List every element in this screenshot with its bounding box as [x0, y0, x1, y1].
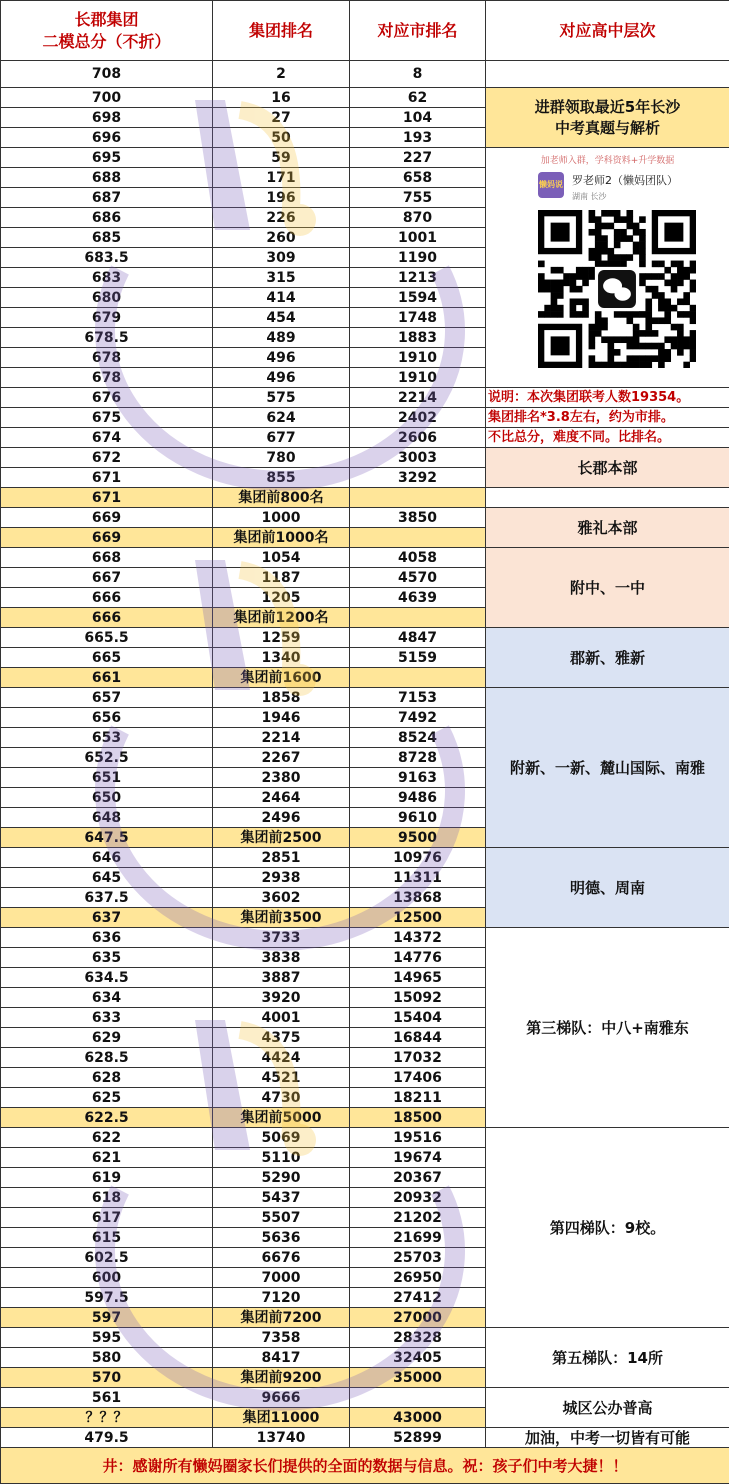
total-score-cell: 700: [1, 88, 213, 108]
group-rank-cell: 2496: [213, 808, 350, 828]
total-score-cell: 672: [1, 448, 213, 468]
group-rank-cell: 4730: [213, 1088, 350, 1108]
group-rank-cell: 624: [213, 408, 350, 428]
city-rank-cell: 16844: [350, 1028, 486, 1048]
city-rank-cell: 1910: [350, 368, 486, 388]
city-rank-cell: [350, 668, 486, 688]
city-rank-cell: 26950: [350, 1268, 486, 1288]
group-rank-cell: 1000: [213, 508, 350, 528]
city-rank-cell: 2606: [350, 428, 486, 448]
qr-cell: [486, 148, 729, 388]
total-score-cell: 635: [1, 948, 213, 968]
city-rank-cell: 14372: [350, 928, 486, 948]
total-score-cell: 648: [1, 808, 213, 828]
table-row: [1, 1428, 729, 1448]
city-rank-cell: 11311: [350, 868, 486, 888]
table-row: [1, 1328, 729, 1348]
total-score-cell: 561: [1, 1388, 213, 1408]
total-score-cell: 618: [1, 1188, 213, 1208]
header-school-tier: 对应高中层次: [486, 1, 729, 61]
tier-empty-cell: [486, 61, 729, 88]
tier-group-cell: 长郡本部: [486, 448, 729, 488]
total-score-cell: 619: [1, 1168, 213, 1188]
table-row: [1, 508, 729, 528]
city-rank-cell: 1213: [350, 268, 486, 288]
city-rank-cell: 7153: [350, 688, 486, 708]
table-row: [1, 1128, 729, 1148]
city-rank-cell: 21202: [350, 1208, 486, 1228]
city-rank-cell: 9500: [350, 828, 486, 848]
group-rank-cell: 226: [213, 208, 350, 228]
total-score-cell: 683.5: [1, 248, 213, 268]
table-row: [1, 428, 729, 448]
group-rank-cell: 5110: [213, 1148, 350, 1168]
city-rank-cell: 4570: [350, 568, 486, 588]
group-rank-cell: 3887: [213, 968, 350, 988]
city-rank-cell: 1190: [350, 248, 486, 268]
city-rank-cell: 4639: [350, 588, 486, 608]
group-rank-cell: 8417: [213, 1348, 350, 1368]
total-score-cell: 698: [1, 108, 213, 128]
group-rank-cell: 7000: [213, 1268, 350, 1288]
total-score-cell: 674: [1, 428, 213, 448]
group-rank-cell: 1858: [213, 688, 350, 708]
table-row: [1, 148, 729, 168]
group-rank-cell: 315: [213, 268, 350, 288]
group-rank-cell: 4424: [213, 1048, 350, 1068]
total-score-cell: 650: [1, 788, 213, 808]
group-rank-cell: 59: [213, 148, 350, 168]
city-rank-cell: 5159: [350, 648, 486, 668]
group-rank-cell: 1187: [213, 568, 350, 588]
city-rank-cell: 8: [350, 61, 486, 88]
qr-hint: 加老师入群，学科资料+升学数据: [486, 152, 729, 170]
group-rank-cell: 集团前1000名: [213, 528, 350, 548]
group-rank-cell: 5290: [213, 1168, 350, 1188]
group-rank-cell: 1054: [213, 548, 350, 568]
qr-location: 湖南 长沙: [572, 188, 607, 206]
promo-line-1: 进群领取最近5年长沙: [486, 97, 729, 118]
city-rank-cell: 4058: [350, 548, 486, 568]
total-score-cell: ？？？: [1, 1408, 213, 1428]
total-score-cell: 666: [1, 588, 213, 608]
city-rank-cell: 19674: [350, 1148, 486, 1168]
total-score-cell: 656: [1, 708, 213, 728]
group-rank-cell: 5507: [213, 1208, 350, 1228]
total-score-cell: 653: [1, 728, 213, 748]
tier-group-cell: 第四梯队：9校。: [486, 1128, 729, 1328]
city-rank-cell: 8524: [350, 728, 486, 748]
total-score-cell: 633: [1, 1008, 213, 1028]
header-city-rank: 对应市排名: [350, 1, 486, 61]
group-rank-cell: 集团前7200: [213, 1308, 350, 1328]
group-rank-cell: 2214: [213, 728, 350, 748]
group-rank-cell: 4521: [213, 1068, 350, 1088]
total-score-cell: 678: [1, 348, 213, 368]
total-score-cell: 600: [1, 1268, 213, 1288]
group-rank-cell: 3602: [213, 888, 350, 908]
group-rank-cell: 7358: [213, 1328, 350, 1348]
total-score-cell: 622: [1, 1128, 213, 1148]
group-rank-cell: 集团前800名: [213, 488, 350, 508]
total-score-cell: 679: [1, 308, 213, 328]
total-score-cell: 479.5: [1, 1428, 213, 1448]
total-score-cell: 629: [1, 1028, 213, 1048]
table-row: [1, 688, 729, 708]
total-score-cell: 676: [1, 388, 213, 408]
city-rank-cell: 9163: [350, 768, 486, 788]
city-rank-cell: [350, 608, 486, 628]
city-rank-cell: 8728: [350, 748, 486, 768]
city-rank-cell: 1748: [350, 308, 486, 328]
city-rank-cell: 18500: [350, 1108, 486, 1128]
group-rank-cell: 171: [213, 168, 350, 188]
table-row: [1, 848, 729, 868]
total-score-cell: 597: [1, 1308, 213, 1328]
group-rank-cell: 3838: [213, 948, 350, 968]
group-rank-cell: 3733: [213, 928, 350, 948]
total-score-cell: 665.5: [1, 628, 213, 648]
total-score-cell: 651: [1, 768, 213, 788]
table-row: [1, 448, 729, 468]
table-row: [1, 628, 729, 648]
city-rank-cell: 3003: [350, 448, 486, 468]
city-rank-cell: [350, 1388, 486, 1408]
group-rank-cell: 集团前1600: [213, 668, 350, 688]
group-rank-cell: 196: [213, 188, 350, 208]
city-rank-cell: 27000: [350, 1308, 486, 1328]
qr-contact-name: 罗老师2（懒妈团队）: [572, 172, 678, 190]
total-score-cell: 645: [1, 868, 213, 888]
city-rank-cell: 17406: [350, 1068, 486, 1088]
tier-group-cell: 城区公办普高: [486, 1388, 729, 1428]
tier-group-cell: 第五梯队：14所: [486, 1328, 729, 1388]
total-score-cell: 668: [1, 548, 213, 568]
city-rank-cell: 28328: [350, 1328, 486, 1348]
tier-group-cell: 附新、一新、麓山国际、南雅: [486, 688, 729, 848]
city-rank-cell: 3850: [350, 508, 486, 528]
total-score-cell: 570: [1, 1368, 213, 1388]
city-rank-cell: 19516: [350, 1128, 486, 1148]
total-score-cell: 678: [1, 368, 213, 388]
city-rank-cell: 227: [350, 148, 486, 168]
city-rank-cell: 4847: [350, 628, 486, 648]
total-score-cell: 621: [1, 1148, 213, 1168]
total-score-cell: 622.5: [1, 1108, 213, 1128]
city-rank-cell: 1883: [350, 328, 486, 348]
group-rank-cell: 1946: [213, 708, 350, 728]
city-rank-cell: 15092: [350, 988, 486, 1008]
group-rank-cell: 集团前9200: [213, 1368, 350, 1388]
group-rank-cell: 454: [213, 308, 350, 328]
total-score-cell: 636: [1, 928, 213, 948]
group-rank-cell: 7120: [213, 1288, 350, 1308]
city-rank-cell: 13868: [350, 888, 486, 908]
total-score-cell: 666: [1, 608, 213, 628]
city-rank-cell: 658: [350, 168, 486, 188]
group-rank-cell: 3920: [213, 988, 350, 1008]
group-rank-cell: 2464: [213, 788, 350, 808]
city-rank-cell: 193: [350, 128, 486, 148]
group-rank-cell: 集团前1200名: [213, 608, 350, 628]
total-score-cell: 597.5: [1, 1288, 213, 1308]
qr-avatar-logo: 懒妈说: [538, 172, 564, 198]
group-rank-cell: 855: [213, 468, 350, 488]
total-score-cell: 646: [1, 848, 213, 868]
group-rank-cell: 1205: [213, 588, 350, 608]
group-rank-cell: 50: [213, 128, 350, 148]
promo-line-2: 中考真题与解析: [486, 118, 729, 139]
note-cell: 不比总分，难度不同。比排名。: [486, 428, 729, 448]
group-rank-cell: 496: [213, 348, 350, 368]
city-rank-cell: 20367: [350, 1168, 486, 1188]
city-rank-cell: 17032: [350, 1048, 486, 1068]
tier-group-cell: 加油，中考一切皆有可能: [486, 1428, 729, 1448]
promo-cell: [486, 88, 729, 148]
group-rank-cell: 集团前2500: [213, 828, 350, 848]
total-score-cell: 628.5: [1, 1048, 213, 1068]
group-rank-cell: 309: [213, 248, 350, 268]
group-rank-cell: 9666: [213, 1388, 350, 1408]
table-body: [1, 61, 729, 1484]
table-row: [1, 1388, 729, 1408]
table-row: [1, 61, 729, 88]
city-rank-cell: 2214: [350, 388, 486, 408]
group-rank-cell: 27: [213, 108, 350, 128]
tier-group-cell: 郡新、雅新: [486, 628, 729, 688]
footer-row: [1, 1448, 729, 1484]
total-score-cell: 667: [1, 568, 213, 588]
tier-group-cell: 明德、周南: [486, 848, 729, 928]
group-rank-cell: 489: [213, 328, 350, 348]
total-score-cell: 671: [1, 488, 213, 508]
total-score-cell: 602.5: [1, 1248, 213, 1268]
total-score-cell: 675: [1, 408, 213, 428]
group-rank-cell: 414: [213, 288, 350, 308]
group-rank-cell: 集团前5000: [213, 1108, 350, 1128]
total-score-cell: 580: [1, 1348, 213, 1368]
city-rank-cell: 52899: [350, 1428, 486, 1448]
table-row: [1, 548, 729, 568]
city-rank-cell: 2402: [350, 408, 486, 428]
total-score-cell: 687: [1, 188, 213, 208]
footer-text: 井：感谢所有懒妈圈家长们提供的全面的数据与信息。祝：孩子们中考大捷！！: [1, 1448, 729, 1484]
group-rank-cell: 1259: [213, 628, 350, 648]
header-row: [1, 1, 729, 61]
city-rank-cell: [350, 488, 486, 508]
tier-group-cell: 附中、一中: [486, 548, 729, 628]
city-rank-cell: 32405: [350, 1348, 486, 1368]
city-rank-cell: 35000: [350, 1368, 486, 1388]
total-score-cell: 683: [1, 268, 213, 288]
city-rank-cell: 755: [350, 188, 486, 208]
group-rank-cell: 2: [213, 61, 350, 88]
note-cell: 集团排名*3.8左右，约为市排。: [486, 408, 729, 428]
group-rank-cell: 5069: [213, 1128, 350, 1148]
group-rank-cell: 2380: [213, 768, 350, 788]
city-rank-cell: 12500: [350, 908, 486, 928]
group-rank-cell: 1340: [213, 648, 350, 668]
total-score-cell: 708: [1, 61, 213, 88]
total-score-cell: 625: [1, 1088, 213, 1108]
table-row: [1, 928, 729, 948]
total-score-cell: 680: [1, 288, 213, 308]
group-rank-cell: 2938: [213, 868, 350, 888]
total-score-cell: 685: [1, 228, 213, 248]
total-score-cell: 617: [1, 1208, 213, 1228]
group-rank-cell: 2851: [213, 848, 350, 868]
total-score-cell: 696: [1, 128, 213, 148]
city-rank-cell: 1910: [350, 348, 486, 368]
city-rank-cell: 14776: [350, 948, 486, 968]
total-score-cell: 688: [1, 168, 213, 188]
group-rank-cell: 2267: [213, 748, 350, 768]
city-rank-cell: 7492: [350, 708, 486, 728]
total-score-cell: 695: [1, 148, 213, 168]
group-rank-cell: 16: [213, 88, 350, 108]
group-rank-cell: 4375: [213, 1028, 350, 1048]
total-score-cell: 652.5: [1, 748, 213, 768]
group-rank-cell: 13740: [213, 1428, 350, 1448]
city-rank-cell: [350, 528, 486, 548]
table-row: [1, 488, 729, 508]
total-score-cell: 686: [1, 208, 213, 228]
table-row: [1, 408, 729, 428]
total-score-cell: 615: [1, 1228, 213, 1248]
header-total-score: 长郡集团 二模总分（不折）: [1, 1, 213, 61]
group-rank-cell: 677: [213, 428, 350, 448]
group-rank-cell: 集团11000: [213, 1408, 350, 1428]
total-score-cell: 637.5: [1, 888, 213, 908]
city-rank-cell: 9610: [350, 808, 486, 828]
city-rank-cell: 104: [350, 108, 486, 128]
city-rank-cell: 27412: [350, 1288, 486, 1308]
city-rank-cell: 21699: [350, 1228, 486, 1248]
city-rank-cell: 870: [350, 208, 486, 228]
total-score-cell: 634: [1, 988, 213, 1008]
total-score-cell: 657: [1, 688, 213, 708]
city-rank-cell: 20932: [350, 1188, 486, 1208]
table-row: [1, 88, 729, 108]
group-rank-cell: 6676: [213, 1248, 350, 1268]
city-rank-cell: 1001: [350, 228, 486, 248]
city-rank-cell: 43000: [350, 1408, 486, 1428]
city-rank-cell: 25703: [350, 1248, 486, 1268]
total-score-cell: 637: [1, 908, 213, 928]
city-rank-cell: 9486: [350, 788, 486, 808]
tier-group-cell: 雅礼本部: [486, 508, 729, 548]
total-score-cell: 647.5: [1, 828, 213, 848]
city-rank-cell: 62: [350, 88, 486, 108]
total-score-cell: 661: [1, 668, 213, 688]
total-score-cell: 665: [1, 648, 213, 668]
group-rank-cell: 5437: [213, 1188, 350, 1208]
total-score-cell: 669: [1, 528, 213, 548]
group-rank-cell: 496: [213, 368, 350, 388]
qr-code-icon[interactable]: [538, 210, 696, 368]
table-row: [1, 388, 729, 408]
group-rank-cell: 260: [213, 228, 350, 248]
tier-group-cell: 第三梯队：中八+南雅东: [486, 928, 729, 1128]
total-score-cell: 634.5: [1, 968, 213, 988]
city-rank-cell: 15404: [350, 1008, 486, 1028]
note-cell: 说明：本次集团联考人数19354。: [486, 388, 729, 408]
qr-card[interactable]: [486, 148, 729, 380]
total-score-cell: 671: [1, 468, 213, 488]
total-score-cell: 628: [1, 1068, 213, 1088]
total-score-cell: 595: [1, 1328, 213, 1348]
city-rank-cell: 3292: [350, 468, 486, 488]
city-rank-cell: 18211: [350, 1088, 486, 1108]
group-rank-cell: 780: [213, 448, 350, 468]
total-score-cell: 669: [1, 508, 213, 528]
city-rank-cell: 14965: [350, 968, 486, 988]
total-score-cell: 678.5: [1, 328, 213, 348]
group-rank-cell: 575: [213, 388, 350, 408]
group-rank-cell: 4001: [213, 1008, 350, 1028]
group-rank-cell: 集团前3500: [213, 908, 350, 928]
group-rank-cell: 5636: [213, 1228, 350, 1248]
city-rank-cell: 1594: [350, 288, 486, 308]
city-rank-cell: 10976: [350, 848, 486, 868]
header-group-rank: 集团排名: [213, 1, 350, 61]
